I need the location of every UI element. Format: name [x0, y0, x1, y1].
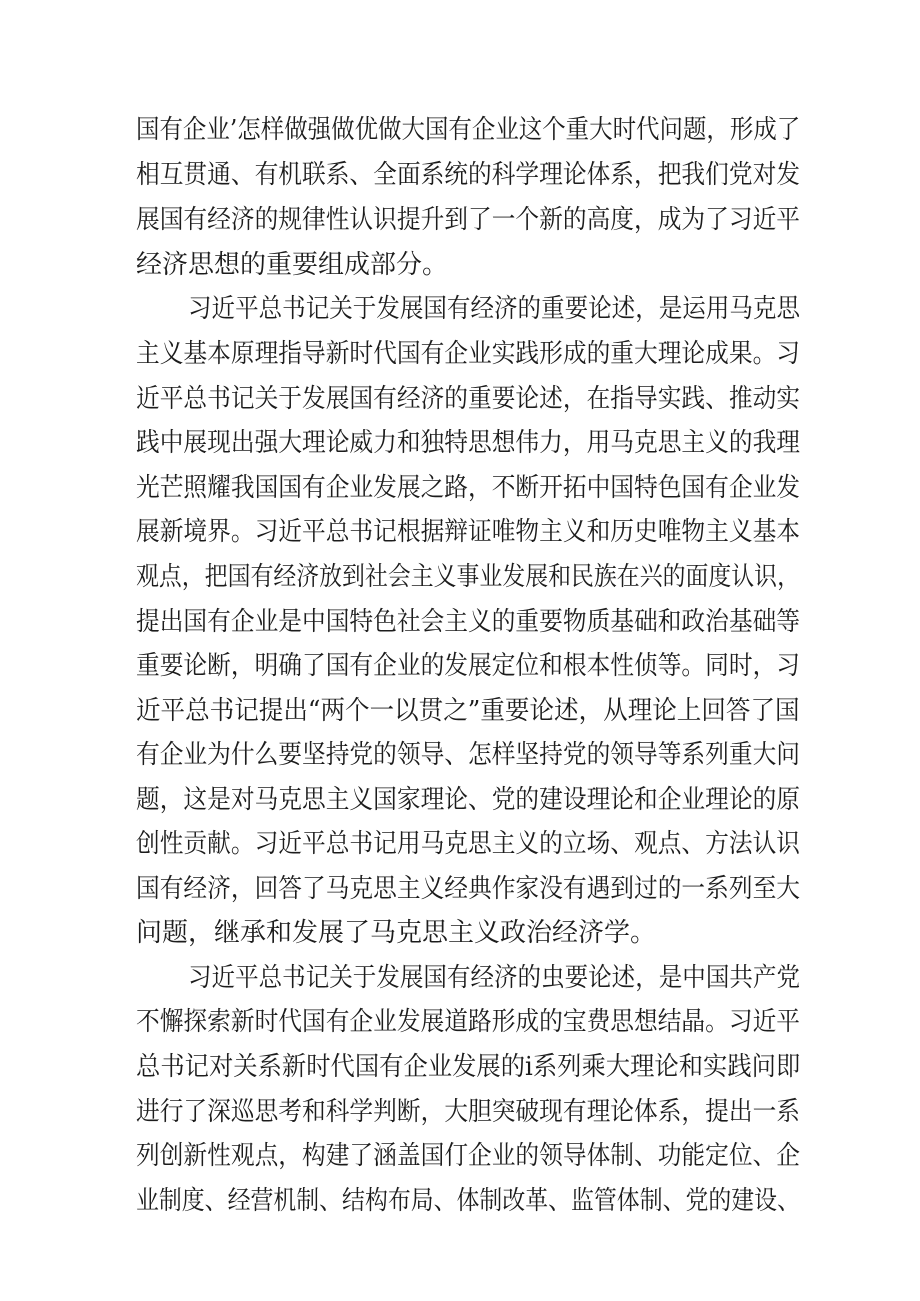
- text-line: 题，这是对马克思主义国家理论、党的建设理论和企业理论的原: [136, 785, 801, 815]
- text-line: 践中展现出强大理论威力和独特思想伟力，用马克思主义的我理: [136, 428, 801, 458]
- text-line: 光芒照耀我国国有企业发展之路，不断开拓中国特色国有企业发: [136, 473, 801, 503]
- text-line: 提出国有企业是中国特色社会主义的重要物质基础和政治基础等: [136, 607, 801, 637]
- text-line: 有企业为什么要坚持党的领导、怎样坚持党的领导等系列重大问: [136, 740, 801, 770]
- text-line: 相互贯通、有机联系、全面系统的科学理论体系，把我们党对发: [136, 160, 801, 190]
- text-line: 观点，把国有经济放到社会主义事业发展和民族在兴的面度认识，: [136, 562, 800, 592]
- text-line: 近平总书记关于发展国有经济的重要论述，在指导实践、推动实: [136, 384, 801, 414]
- text-line: 列创新性观点，构建了涵盖国仃企业的领导体制、功能定位、企: [136, 1141, 801, 1171]
- text-line: 经济思想的重要组成部分。: [136, 250, 449, 280]
- text-line: 国有企业’怎样做强做优做大国有企业这个重大时代问题，形成了: [136, 115, 801, 145]
- text-line: 重要论断，明确了国有企业的发展定位和根本性侦等。同时，习: [136, 651, 801, 681]
- text-line: 近平总书记提出“两个一以贯之”重要论述，从理论上回答了国: [136, 696, 800, 726]
- paragraph-first-line: 习近平总书记关于发展国有经济的虫要论述，是中国共产党: [188, 963, 800, 993]
- text-line: 展国有经济的规律性认识提升到了一个新的高度，成为了习近平: [136, 205, 801, 235]
- text-line: 不懈探索新时代国有企业发展道路形成的宝费思想结晶。习近平: [136, 1007, 801, 1037]
- text-line: 进行了深巡思考和科学判断，大胆突破现有理论体系，提出一系: [136, 1097, 801, 1127]
- text-line: 业制度、经营机制、结构布局、体制改革、监管体制、党的建设、: [136, 1186, 800, 1216]
- text-line: 问题，继承和发展了马克思主义政治经济学。: [136, 918, 657, 948]
- text-line: 展新境界。习近平总书记根据辩证唯物主义和历史唯物主义基本: [136, 517, 801, 547]
- text-line: 国有经济，回答了马克思主义经典作家没有遇到过的一系列至大: [136, 874, 801, 904]
- text-line: 创性贡献。习近平总书记用马克思主义的立场、观点、方法认识: [136, 829, 801, 859]
- paragraph-first-line: 习近平总书记关于发展国有经济的重要论述，是运用马克思: [188, 294, 800, 324]
- text-line: 主义基本原理指导新时代国有企业实践形成的重大理论成果。习: [136, 339, 801, 369]
- text-line: 总书记对关系新时代国有企业发展的i系列乘大理论和实践问即: [136, 1052, 801, 1082]
